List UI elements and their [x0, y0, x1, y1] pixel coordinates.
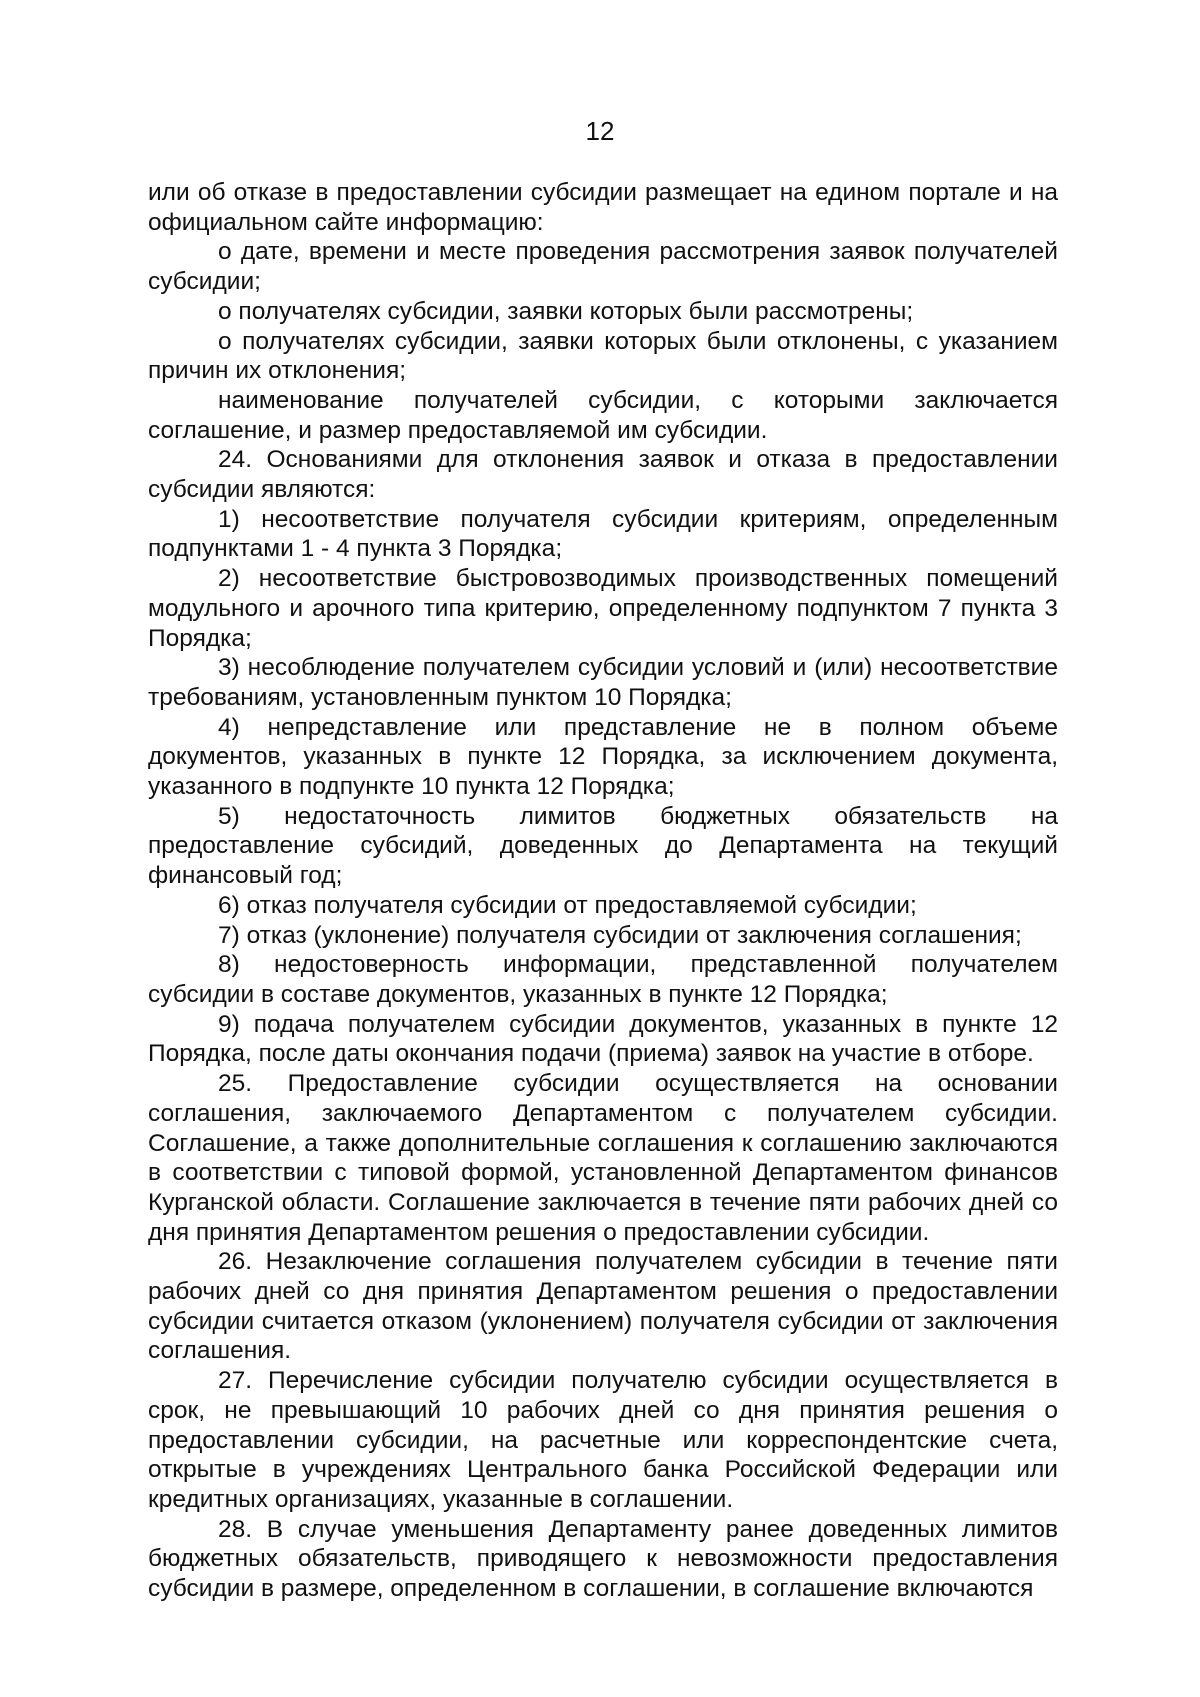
paragraph: 6) отказ получателя субсидии от предоставляемой субсидии;: [218, 891, 917, 919]
paragraph: 5) недостаточность лимитов бюджетных обязательств на предоставление субсидий, доведенных до Департамента на текущий финансовый год;: [148, 802, 1058, 890]
paragraph: 3) несоблюдение получателем субсидии условий и (или) несоответствие требованиям, установленным пунктом 10 Порядка;: [148, 654, 1058, 711]
paragraph: 2) несоответствие быстровозводимых производственных помещений модульного и арочного типа критерию, определенному подпунктом 7 пункта 3 Порядка;: [148, 565, 1058, 652]
document-body: [148, 178, 1058, 1604]
paragraph: 7) отказ (уклонение) получателя субсидии от заключения соглашения;: [218, 921, 1022, 949]
paragraph: 1) несоответствие получателя субсидии критериям, определенным подпунктами 1 - 4 пункта 3 Порядка;: [148, 505, 1058, 563]
paragraph: 9) подача получателем субсидии документов, указанных в пункте 12 Порядка, после даты окончания подачи (приема) заявок на участие в отборе.: [148, 1010, 1058, 1068]
paragraph: 27. Перечисление субсидии получателю субсидии осуществляется в срок, не превышающий 10 рабочих дней со дня принятия решения о предоставлении субсидии, на расчетные или корреспондентские счета, открытые в учреждениях Центрального банка Российской Федерации или кредитных организациях, указанные в соглашении.: [148, 1367, 1058, 1513]
paragraph: 24. Основаниями для отклонения заявок и отказа в предоставлении субсидии являются:: [148, 446, 1058, 504]
paragraph: 4) непредставление или представление не в полном объеме документов, указанных в пункте 12 Порядка, за исключением документа, указанного в подпункте 10 пункта 12 Порядка;: [148, 713, 1058, 801]
paragraph: о получателях субсидии, заявки которых были отклонены, с указанием причин их отклонения;: [148, 327, 1058, 385]
page-number: 12: [585, 116, 615, 146]
paragraph: 28. В случае уменьшения Департаменту ранее доведенных лимитов бюджетных обязательств, приводящего к невозможности предоставления субсидии в размере, определенном в соглашении, в соглашение включаются: [148, 1515, 1058, 1603]
paragraph: о дате, времени и месте проведения рассмотрения заявок получателей субсидии;: [148, 238, 1058, 296]
paragraph: наименование получателей субсидии, с которыми заключается соглашение, и размер предоставляемой им субсидии.: [148, 386, 1058, 444]
paragraph: о получателях субсидии, заявки которых были рассмотрены;: [218, 297, 914, 325]
paragraph: 26. Незаключение соглашения получателем субсидии в течение пяти рабочих дней со дня принятия Департаментом решения о предоставлении субсидии считается отказом (уклонением) получателя субсидии от заключения соглашения.: [148, 1248, 1058, 1365]
paragraph: 25. Предоставление субсидии осуществляется на основании соглашения, заключаемого Департаментом с получателем субсидии. Соглашение, а также дополнительные соглашения к соглашению заключаются в соответствии с типовой формой, установленной Департаментом финансов Курганской области. Соглашение заключается в течение пяти рабочих дней со дня принятия Департаментом решения о предоставлении субсидии.: [148, 1070, 1058, 1246]
paragraph: 8) недостоверность информации, представленной получателем субсидии в составе документов, указанных в пункте 12 Порядка;: [148, 951, 1058, 1008]
paragraph: или об отказе в предоставлении субсидии размещает на едином портале и на официальном сайте информацию:: [148, 179, 1058, 236]
